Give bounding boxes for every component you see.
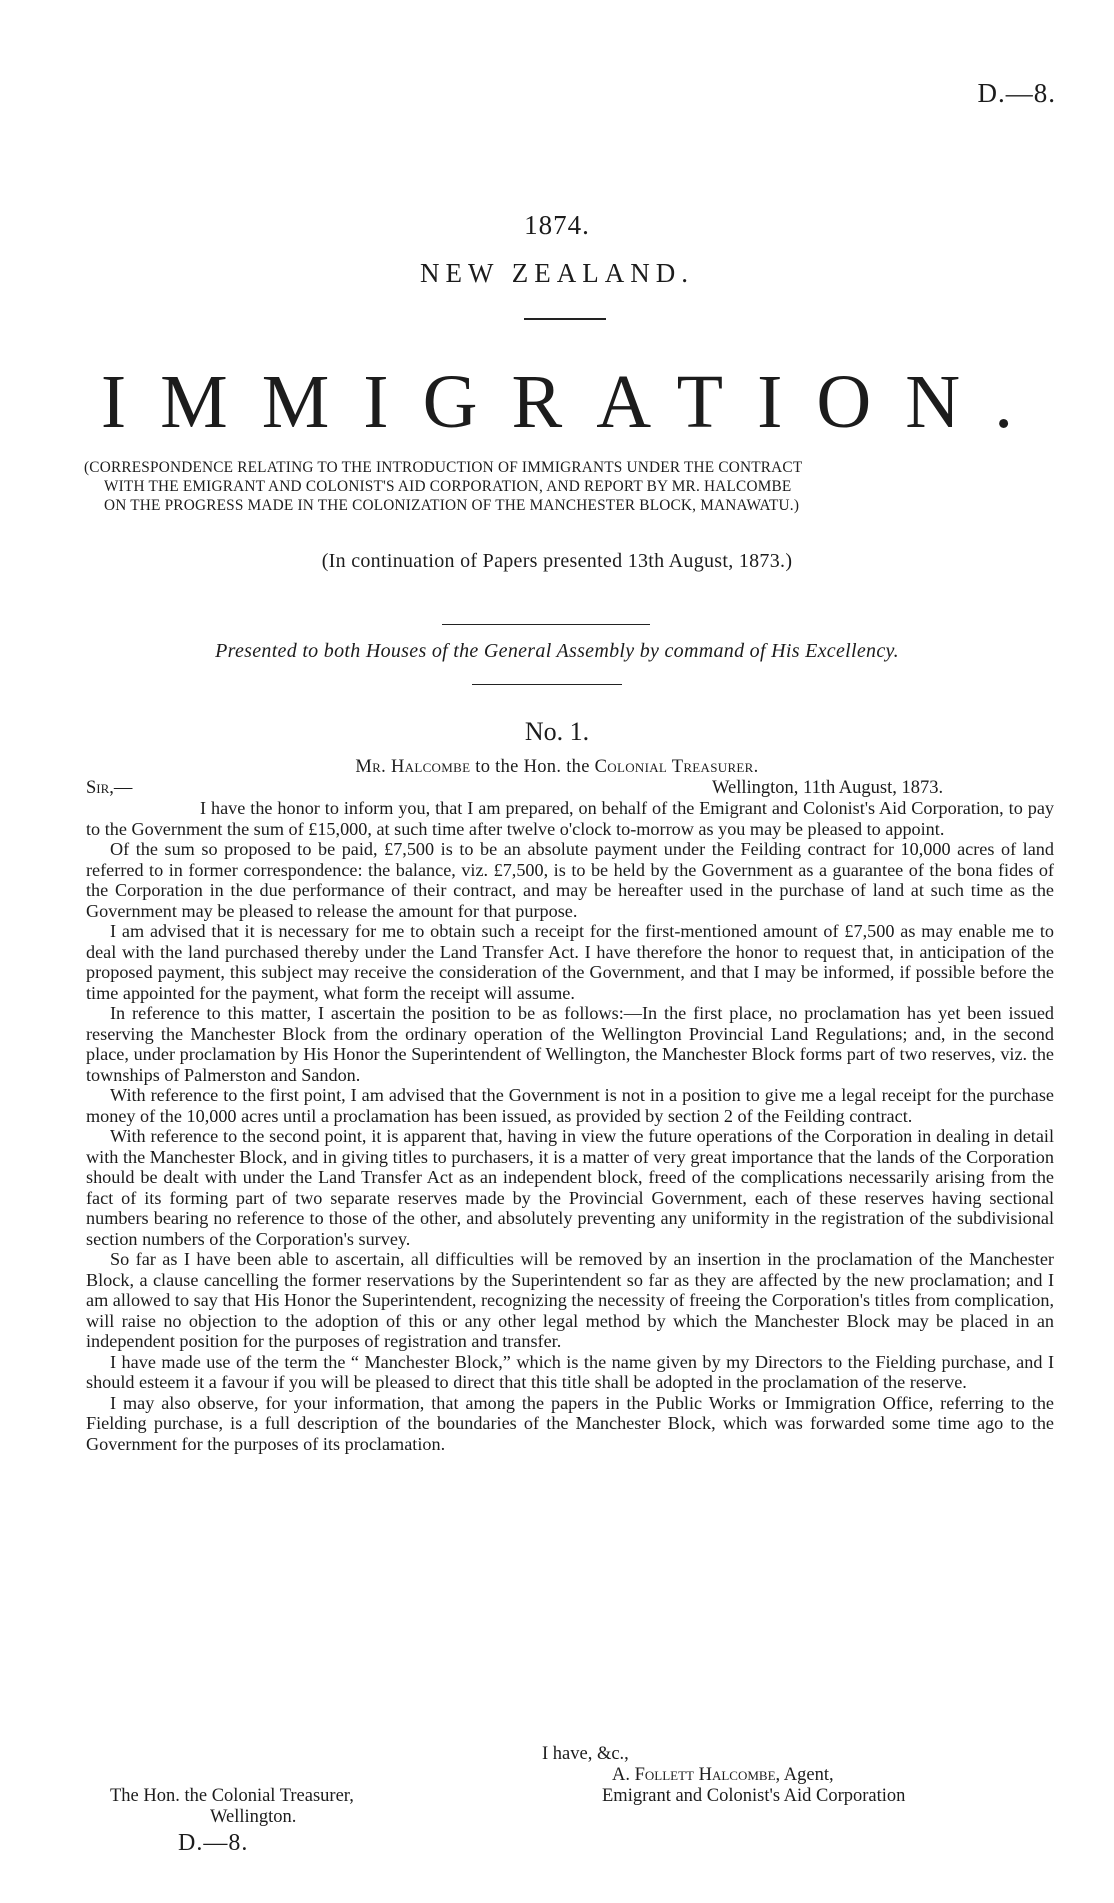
letter-from: Mr. Halcombe [355, 757, 471, 777]
paragraph: With reference to the first point, I am advised that the Government is not in a position to give me a legal receipt for the purchase money of the 10,000 acres until a proclamation has been issued, as provided by section 2 of the Feilding contract. [86, 1085, 1054, 1126]
salutation: Sir,— [86, 778, 133, 798]
subtitle-line-2: WITH THE EMIGRANT AND COLONIST'S AID CORPORATION, AND REPORT BY MR. HALCOMBE [104, 478, 792, 495]
paragraph: So far as I have been able to ascertain, all difficulties will be removed by an insertion in the proclamation of the Manchester Block, a clause cancelling the former reservations by the Superintendent so far as they are affected by the new proclamation; and I am allowed to say that His Honor the Superintendent, recognizing the necessity of freeing the Corporation's titles from complication, will raise no objection to the adoption of this or any other legal method by which the Manchester Block may be placed in an independent position for the purposes of registration and transfer. [86, 1249, 1054, 1351]
document-reference-bottom: D.—8. [178, 1830, 249, 1856]
letter-body [86, 798, 1054, 1454]
letter-number: No. 1. [524, 717, 590, 746]
year: 1874. [524, 210, 590, 240]
continuation-note: (In continuation of Papers presented 13th August, 1873.) [321, 550, 793, 572]
paragraph: In reference to this matter, I ascertain the position to be as follows:—In the first place, no proclamation has yet been issued reserving the Manchester Block from the ordinary operation of the Wellington Provincial Land Regulations; and, in the second place, under proclamation by His Honor the Superintendent of Wellington, the Manchester Block forms part of two reserves, viz. the townships of Palmerston and Sandon. [86, 1003, 1054, 1085]
paragraph: I have made use of the term the “ Manchester Block,” which is the name given by my Directors to the Fielding purchase, and I should esteem it a favour if you will be pleased to direct that this title shall be adopted in the proclamation of the reserve. [86, 1351, 1054, 1392]
divider-rule [442, 624, 650, 625]
paragraph: I am advised that it is necessary for me to obtain such a receipt for the first-mentioned amount of £7,500 as may enable me to deal with the land purchased thereby under the Land Transfer Act. I have therefore the honor to request that, in anticipation of the proposed payment, this subject may receive the consideration of the Government, and that I may be informed, if possible before the time appointed for the payment, what form the receipt will assume. [86, 921, 1054, 1003]
addressee-line-2: Wellington. [210, 1807, 297, 1827]
document-subtitle [84, 458, 1060, 515]
signer-name: A. Follett Halcombe [612, 1765, 776, 1785]
paragraph: Of the sum so proposed to be paid, £7,500 is to be an absolute payment under the Feilding contract for 10,000 acres of land referred to in former correspondence: the balance, viz. £7,500, is to be held by the Government as a guarantee of the bona fides of the Corporation in the due performance of their contract, and may be hereafter used in the purchase of land at such time as the Government may be pleased to release the amount for that purpose. [86, 839, 1054, 921]
signer-role: , Agent, [775, 1765, 834, 1785]
presented-note: Presented to both Houses of the General Assembly by command of His Excellency. [215, 640, 899, 662]
signer-organization: Emigrant and Colonist's Aid Corporation [602, 1786, 906, 1806]
divider-rule [524, 318, 606, 320]
paragraph: With reference to the second point, it is apparent that, having in view the future operations of the Corporation in dealing in detail with the Manchester Block, and in giving titles to purchasers, it is a matter of very great importance that the lands of the Corporation should be dealt with under the Land Transfer Act as an independent block, freed of the complications necessarily arising from the fact of its forming part of two separate reserves made by the Provincial Government, each of these reserves having sectional numbers bearing no reference to those of the other, and absolutely preventing any uniformity in the registration of the subdivisional section numbers of the Corporation's survey. [86, 1126, 1054, 1249]
country-heading: NEW ZEALAND. [420, 258, 694, 288]
paragraph: I have the honor to inform you, that I am prepared, on behalf of the Emigrant and Colonist's Aid Corporation, to pay to the Government the sum of £15,000, at such time after twelve o'clock to-morrow as you may be pleased to appoint. [86, 798, 1054, 839]
document-title: IMMIGRATION. [100, 360, 1048, 444]
divider-rule [472, 684, 622, 685]
letter-connector: to the Hon. the [475, 757, 590, 777]
subtitle-line-1: (CORRESPONDENCE RELATING TO THE INTRODUCTION OF IMMIGRANTS UNDER THE CONTRACT [84, 459, 803, 476]
document-reference-top: D.—8. [977, 78, 1056, 108]
letter-to: Colonial Treasurer. [594, 757, 759, 777]
subtitle-line-3: ON THE PROGRESS MADE IN THE COLONIZATION OF THE MANCHESTER BLOCK, MANAWATU.) [104, 497, 800, 514]
closing: I have, &c., [542, 1744, 629, 1764]
dateline: Wellington, 11th August, 1873. [712, 778, 944, 798]
letter-heading [0, 757, 1114, 778]
addressee-line-1: The Hon. the Colonial Treasurer, [110, 1786, 354, 1806]
paragraph: I may also observe, for your information, that among the papers in the Public Works or Immigration Office, referring to the Fielding purchase, is a full description of the boundaries of the Manchester Block, which was forwarded some time ago to the Government for the purposes of its proclamation. [86, 1392, 1054, 1454]
signature [612, 1765, 834, 1786]
